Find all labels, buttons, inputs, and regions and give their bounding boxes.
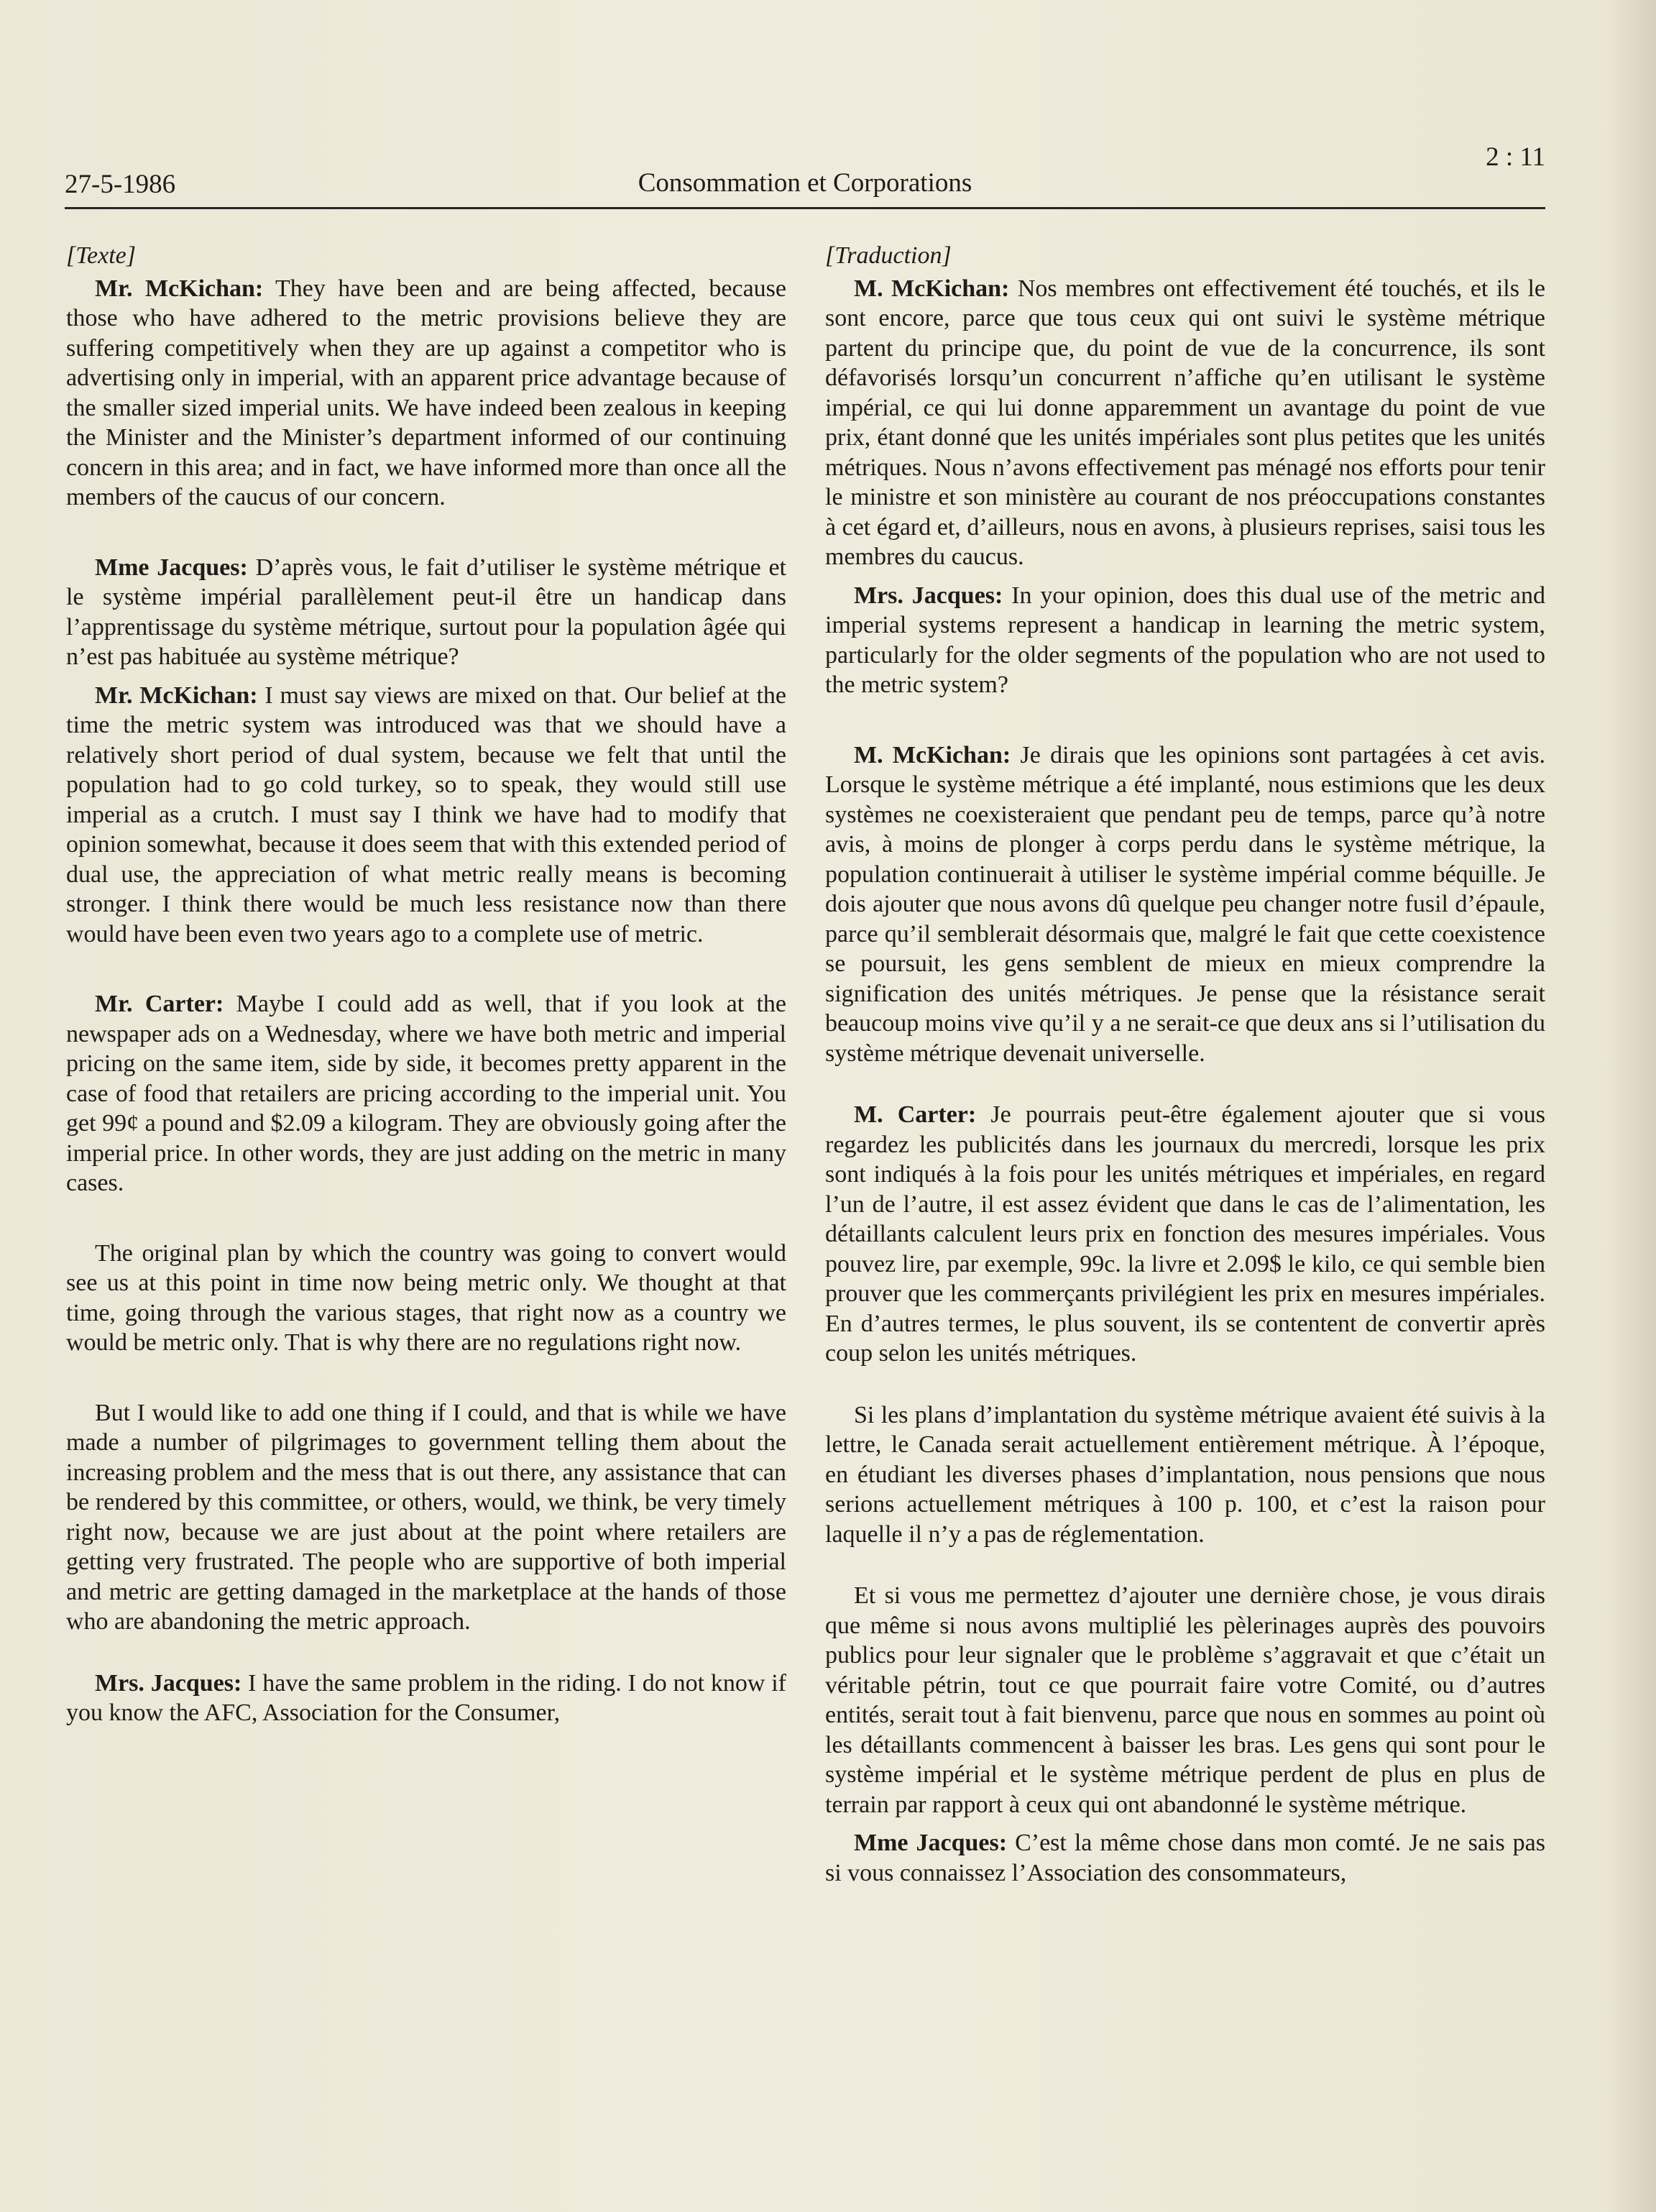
paragraph bbox=[825, 1581, 1545, 1819]
paragraph-text: Nos membres ont effectivement été touchés, et ils le sont encore, parce que tous ceux qui ont suivi le système métrique partent du principe que, du point de vue de la concurrence, ils sont défavorisés lorsqu’un concurrent n’affiche qu’en utilisant le système impérial, ce qui lui donne apparemment un avantage du point de vue prix, étant donné que les unités impériales sont plus petites que les unités métriques. Nous n’avons effectivement pas ménagé nos efforts pour tenir le ministre et son ministère au courant de nos préoccupations constantes à cet égard et, d’ailleurs, nous en avons, à plusieurs reprises, saisi tous les membres du caucus. bbox=[825, 275, 1545, 570]
speaker-name: Mrs. Jacques: bbox=[95, 1669, 242, 1697]
speaker-name: M. McKichan: bbox=[854, 275, 1010, 302]
speaker-name: Mr. McKichan: bbox=[95, 275, 264, 302]
paragraph bbox=[825, 274, 1545, 572]
paragraph-text: Si les plans d’implantation du système métrique avaient été suivis à la lettre, le Canada serait actuellement entièrement métrique. À l’époque, en étudiant les diverses phases d’implantation, nous pensions que nous serions actuellement métriques à 100 p. 100, et c’est la raison pour laquelle il n’y a pas de réglementation. bbox=[825, 1401, 1545, 1548]
language-label: [Traduction] bbox=[825, 242, 952, 269]
paragraph bbox=[825, 1828, 1545, 1888]
header-page-number: 2 : 11 bbox=[1486, 142, 1545, 172]
speaker-name: M. Carter: bbox=[854, 1101, 977, 1128]
paragraph-text: Je dirais que les opinions sont partagées à cet avis. Lorsque le système métrique a été implanté, nous estimions que les deux systèmes ne coexisteraient que pendant peu de temps, parce qu’à notre avis, à moins de plonger à corps perdu dans le système métrique, la population continuerait à utiliser le système impérial comme béquille. Je dois ajouter que nous avons dû quelque peu changer notre fusil d’épaule, parce qu’il semblerait désormais que, malgré le fait que cette coexistence se poursuit, les gens semblent de mieux en mieux comprendre la signification des unités métriques. Je pense que la résistance serait beaucoup moins vive qu’il y a ne serait-ce que deux ans si l’utilisation du système métrique devenait universelle. bbox=[825, 741, 1546, 1067]
paragraph-text: Maybe I could add as well, that if you look at the newspaper ads on a Wednesday, where we have both metric and imperial pricing on the same item, side by side, it becomes pretty apparent in the case of food that retailers are pricing according to the imperial unit. You get 99¢ a pound and $2.09 a kilogram. They are obviously going after the imperial price. In other words, they are just adding on the metric in many cases. bbox=[66, 991, 787, 1196]
paragraph-text: I must say views are mixed on that. Our belief at the time the metric system was introduced was that we should have a relatively short period of dual system, because we felt that until the population had to go cold turkey, so to speak, they would still use imperial as a crutch. I must say I think we have had to modify that opinion somewhat, because it does seem that with this extended period of dual use, the appreciation of what metric really means is becoming stronger. I think there would be much less resistance now than there would have been even two years ago to a complete use of metric. bbox=[66, 682, 786, 947]
paragraph-text: Je pourrais peut-être également ajouter que si vous regardez les publicités dans les journaux du mercredi, lorsque les prix sont indiqués à la fois pour les unités métriques et impériales, en regard l’un de l’autre, il est assez évident que dans le cas de l’alimentation, les détaillants calculent leurs prix en fonction des mesures impériales. Vous pouvez lire, par exemple, 99c. la livre et 2.09$ le kilo, ce qui semble bien prouver que les commerçants privilégient les prix en mesures impériales. En d’autres termes, le plus souvent, ils se contentent de convertir après coup selon les unités métriques. bbox=[825, 1101, 1546, 1367]
header-date: 27-5-1986 bbox=[65, 170, 176, 199]
paragraph-text: But I would like to add one thing if I could, and that is while we have made a number of pilgrimages to government telling them about the increasing problem and the mess that is out there, any assistance that can be rendered by this committee, or others, would, we think, be very timely right now, because we are just about at the point where retailers are getting very frustrated. The people who are supportive of both imperial and metric are getting damaged in the marketplace at the hands of those who are abandoning the metric approach. bbox=[66, 1399, 786, 1635]
paragraph bbox=[66, 274, 786, 513]
paragraph bbox=[66, 1239, 786, 1358]
speaker-name: Mme Jacques: bbox=[95, 554, 248, 581]
paragraph bbox=[66, 989, 786, 1198]
english-column bbox=[66, 241, 786, 2182]
paragraph-text: The original plan by which the country was going to convert would see us at this point in time now being metric only. We thought at that time, going through the various stages, that right now as a country we would be metric only. That is why there are no regulations right now. bbox=[66, 1239, 786, 1356]
paragraph-text: C’est la même chose dans mon comté. Je ne sais pas si vous connaissez l’Association des consommateurs, bbox=[825, 1830, 1546, 1886]
speaker-name: Mr. Carter: bbox=[95, 991, 224, 1017]
paragraph bbox=[825, 740, 1545, 1069]
paragraph bbox=[66, 1669, 786, 1728]
paragraph bbox=[66, 553, 786, 672]
header-title: Consommation et Corporations bbox=[638, 168, 972, 198]
paragraph bbox=[66, 681, 786, 950]
language-label: [Texte] bbox=[66, 242, 136, 269]
paragraph bbox=[66, 1398, 786, 1637]
paragraph-text: I have the same problem in the riding. I do not know if you know the AFC, Association for the Consumer, bbox=[66, 1669, 786, 1726]
page-edge-shadow bbox=[1606, 0, 1656, 2212]
page-header bbox=[65, 142, 1545, 209]
speaker-name: Mr. McKichan: bbox=[95, 682, 258, 709]
french-column bbox=[825, 241, 1545, 2182]
paragraph-text: In your opinion, does this dual use of the metric and imperial systems represent a handicap in learning the metric system, particularly for the older segments of the population who are not used to the metric system? bbox=[825, 582, 1546, 698]
paragraph-text: Et si vous me permettez d’ajouter une dernière chose, je vous dirais que même si nous avons multiplié les pèlerinages auprès des pouvoirs publics pour leur signaler que le problème s’aggravait et que c’était un véritable pétrin, tout ce que pourrait faire votre Comité, ou d’autres entités, serait tout à fait bienvenu, parce que nous en sommes au point où les détaillants commencent à baisser les bras. Les gens qui sont pour le système impérial et le système métrique perdent de plus en plus de terrain par rapport à ceux qui ont abandonné le système métrique. bbox=[825, 1582, 1545, 1818]
paragraph bbox=[825, 1100, 1545, 1369]
paragraph bbox=[825, 581, 1545, 700]
paragraph bbox=[825, 1400, 1545, 1550]
speaker-name: Mme Jacques: bbox=[854, 1830, 1008, 1856]
paragraph-text: D’après vous, le fait d’utiliser le système métrique et le système impérial parallèlement peut-il être un handicap dans l’apprentissage du système métrique, surtout pour la population âgée qui n’est pas habituée au système métrique? bbox=[66, 554, 786, 670]
speaker-name: M. McKichan: bbox=[854, 741, 1011, 768]
paragraph-text: They have been and are being affected, because those who have adhered to the metric provisions believe they are suffering competitively when they are up against a competitor who is advertising only in imperial, with an apparent price advantage because of the smaller sized imperial units. We have indeed been zealous in keeping the Minister and the Minister’s department informed of our continuing concern in this area; and in fact, we have informed more than once all the members of the caucus of our concern. bbox=[66, 275, 786, 510]
speaker-name: Mrs. Jacques: bbox=[854, 582, 1003, 609]
